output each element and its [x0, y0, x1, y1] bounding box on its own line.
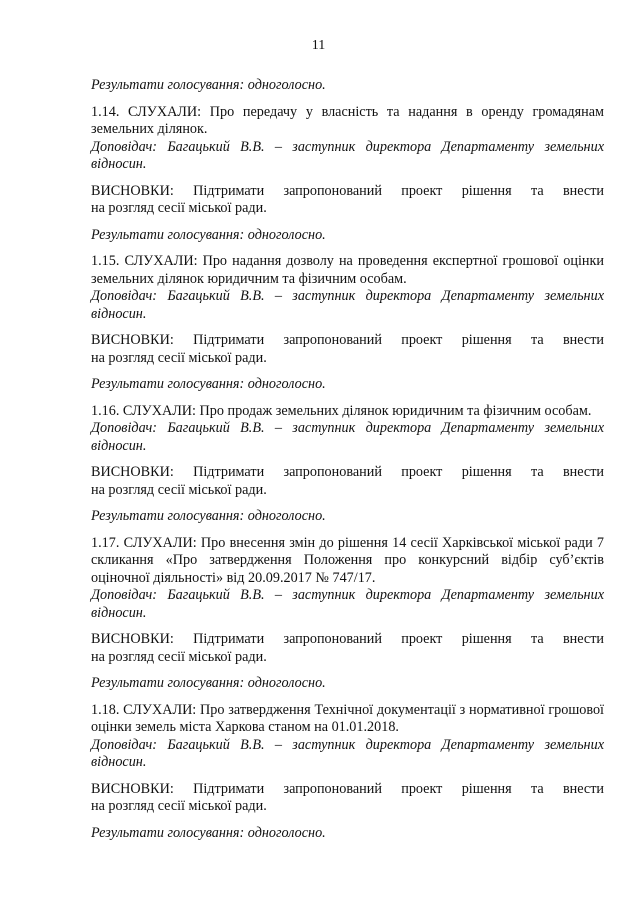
voting-result: Результати голосування: одноголосно. — [91, 824, 326, 841]
conclusions-text — [91, 631, 604, 666]
heard-text: 1.15. СЛУХАЛИ: Про надання дозволу на проведення експертної грошової оцінки земельних ділянок юридичним та фізичним особам. — [91, 253, 604, 287]
speaker-text: Доповідач: Багацький В.В. – заступник директора Департаменту земельних відносин. — [91, 138, 604, 172]
conclusions-line: ВИСНОВКИ: Підтримати запропонований проект рішення та внести — [91, 464, 604, 480]
conclusions-line: ВИСНОВКИ: Підтримати запропонований проект рішення та внести — [91, 182, 604, 199]
conclusions-line: на розгляд сесії міської ради. — [91, 481, 267, 498]
conclusions-text — [91, 464, 604, 499]
speaker-text: Доповідач: Багацький В.В. – заступник директора Департаменту земельних відносин. — [91, 587, 604, 621]
conclusions-line: на розгляд сесії міської ради. — [91, 200, 267, 216]
voting-result: Результати голосування: одноголосно. — [91, 226, 326, 243]
voting-result: Результати голосування: одноголосно. — [91, 508, 326, 524]
conclusions-text — [91, 183, 604, 218]
conclusions-text — [91, 781, 604, 816]
page-content — [91, 77, 604, 851]
agenda-item-1-18 — [91, 702, 604, 816]
heard-text: 1.18. СЛУХАЛИ: Про затвердження Технічної документації з нормативної грошової оцінки земель міста Харкова станом на 01.01.2018. — [91, 701, 604, 735]
speaker-text: Доповідач: Багацький В.В. – заступник директора Департаменту земельних відносин. — [91, 288, 604, 322]
heard-text: 1.16. СЛУХАЛИ: Про продаж земельних ділянок юридичним та фізичним особам. — [91, 402, 592, 419]
speaker-text: Доповідач: Багацький В.В. – заступник директора Департаменту земельних відносин. — [91, 736, 604, 770]
conclusions-line: на розгляд сесії міської ради. — [91, 648, 267, 665]
page-number: 11 — [311, 38, 326, 53]
conclusions-line: ВИСНОВКИ: Підтримати запропонований проект рішення та внести — [91, 631, 604, 647]
agenda-item-1-14 — [91, 104, 604, 218]
heard-text: 1.17. СЛУХАЛИ: Про внесення змін до рішення 14 сесії Харківської міської ради 7 скликання «Про затвердження Положення про конкурсний відбір суб’єктів оціночної діяльності» від 20.09.2017 № 747/17. — [91, 534, 604, 586]
conclusions-line: на розгляд сесії міської ради. — [91, 349, 267, 366]
conclusions-line: на розгляд сесії міської ради. — [91, 798, 267, 814]
voting-result: Результати голосування: одноголосно. — [91, 376, 326, 392]
conclusions-line: ВИСНОВКИ: Підтримати запропонований проект рішення та внести — [91, 332, 604, 348]
conclusions-text — [91, 332, 604, 367]
agenda-item-1-15 — [91, 253, 604, 367]
heard-text: 1.14. СЛУХАЛИ: Про передачу у власність та надання в оренду громадянам земельних ділянок. — [91, 103, 604, 137]
voting-result: Результати голосування: одноголосно. — [91, 675, 326, 691]
speaker-text: Доповідач: Багацький В.В. – заступник директора Департаменту земельних відносин. — [91, 420, 604, 454]
voting-result: Результати голосування: одноголосно. — [91, 77, 326, 93]
conclusions-line: ВИСНОВКИ: Підтримати запропонований проект рішення та внести — [91, 780, 604, 797]
agenda-item-1-16 — [91, 403, 604, 500]
agenda-item-1-17 — [91, 535, 604, 667]
